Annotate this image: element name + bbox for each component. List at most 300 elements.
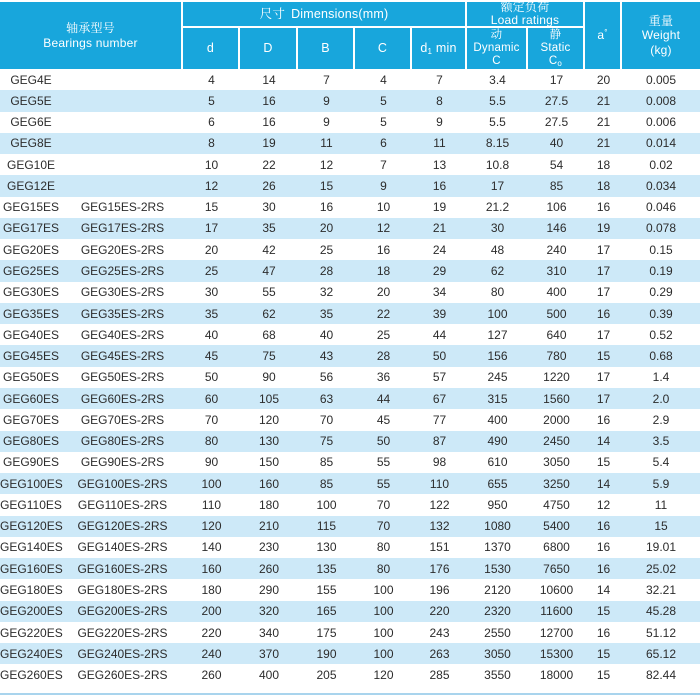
cell-d1-min: 196 <box>429 583 450 597</box>
cell-weight: 0.68 <box>649 349 673 364</box>
cell-a: 20 <box>596 72 611 87</box>
cell-weight: 0.014 <box>645 136 677 151</box>
cell-static-co: 5400 <box>543 519 570 534</box>
cell-B: 85 <box>319 476 334 491</box>
cell-model: GEG260ES <box>0 668 63 683</box>
header-weight-zh: 重量 <box>648 14 674 29</box>
header-col-d: d <box>183 28 240 69</box>
cell-model: GEG60ES <box>2 391 60 406</box>
cell-static-co: 6800 <box>543 540 570 555</box>
cell-d: 4 <box>208 72 215 87</box>
table-row <box>0 601 700 622</box>
cell-D: 62 <box>262 306 276 321</box>
header-dynamic-zh: 动 <box>490 29 503 42</box>
cell-model-2rs: GEG80ES-2RS <box>80 434 165 449</box>
cell-B: 155 <box>316 583 337 597</box>
cell-dynamic-c: 3050 <box>484 646 511 661</box>
cell-C: 70 <box>376 519 391 534</box>
cell-D: 150 <box>258 455 280 470</box>
cell-B: 15 <box>319 178 334 193</box>
cell-weight: 3.5 <box>652 434 670 449</box>
cell-C: 5 <box>380 115 387 130</box>
cell-weight: 0.046 <box>645 200 677 215</box>
cell-B: 43 <box>319 349 334 364</box>
cell-d: 80 <box>204 434 219 449</box>
cell-C: 16 <box>376 242 391 257</box>
cell-C: 5 <box>380 93 387 108</box>
cell-d1-min: 132 <box>429 519 450 534</box>
cell-d1-min: 9 <box>436 115 443 130</box>
cell-C: 70 <box>376 497 391 512</box>
cell-d1-min: 13 <box>432 157 447 172</box>
cell-model-2rs: GEG200ES-2RS <box>77 604 168 619</box>
cell-model-2rs: GEG160ES-2RS <box>77 561 168 576</box>
cell-weight: 0.008 <box>645 93 677 108</box>
cell-a: 21 <box>596 93 611 108</box>
cell-C: 100 <box>373 625 394 640</box>
cell-C: 100 <box>373 583 394 597</box>
cell-C: 10 <box>376 200 391 215</box>
cell-d: 140 <box>201 540 222 555</box>
cell-dynamic-c: 2320 <box>484 604 511 619</box>
cell-D: 75 <box>262 349 276 364</box>
cell-static-co: 27.5 <box>544 93 569 108</box>
cell-weight: 2.9 <box>652 412 670 427</box>
cell-dynamic-c: 490 <box>487 434 508 449</box>
cell-static-co: 240 <box>546 242 567 257</box>
cell-d: 120 <box>201 519 222 534</box>
cell-a: 16 <box>596 561 611 576</box>
cell-a: 21 <box>596 115 611 130</box>
cell-d: 30 <box>204 285 219 300</box>
cell-static-co: 3050 <box>543 455 570 470</box>
cell-d1-min: 285 <box>429 668 450 683</box>
table-row <box>0 260 700 281</box>
cell-model: GEG100ES <box>0 476 63 491</box>
table-row <box>0 282 700 303</box>
cell-static-co: 18000 <box>539 668 574 683</box>
cell-d: 110 <box>201 497 222 512</box>
cell-d: 40 <box>204 327 219 342</box>
table-row <box>0 154 700 175</box>
cell-D: 180 <box>258 497 280 512</box>
header-col-dynamic-c <box>467 28 528 69</box>
cell-B: 100 <box>316 497 337 512</box>
cell-dynamic-c: 950 <box>487 497 508 512</box>
cell-C: 44 <box>376 391 391 406</box>
cell-static-co: 40 <box>549 136 564 151</box>
cell-d: 200 <box>201 604 222 619</box>
cell-dynamic-c: 2120 <box>484 583 511 597</box>
cell-model: GEG180ES <box>0 583 63 597</box>
cell-B: 28 <box>319 264 334 279</box>
cell-model-2rs: GEG45ES-2RS <box>80 349 165 364</box>
cell-d1-min: 29 <box>432 264 447 279</box>
cell-a: 15 <box>596 455 611 470</box>
cell-model: GEG40ES <box>2 327 60 342</box>
cell-B: 175 <box>316 625 337 640</box>
cell-static-co: 27.5 <box>544 115 569 130</box>
cell-B: 40 <box>319 327 334 342</box>
cell-D: 210 <box>258 519 280 534</box>
cell-weight: 0.034 <box>645 178 677 193</box>
cell-D: 400 <box>258 668 280 683</box>
cell-model-2rs: GEG100ES-2RS <box>77 476 168 491</box>
table-row <box>0 579 700 600</box>
cell-static-co: 2000 <box>543 412 570 427</box>
cell-d1-min: 50 <box>432 349 447 364</box>
cell-model: GEG45ES <box>2 349 60 364</box>
cell-static-co: 17 <box>549 72 564 87</box>
cell-d: 15 <box>204 200 219 215</box>
cell-dynamic-c: 315 <box>487 391 508 406</box>
cell-D: 260 <box>258 561 280 576</box>
cell-weight: 0.078 <box>645 221 677 236</box>
cell-model-2rs: GEG240ES-2RS <box>77 646 168 661</box>
cell-B: 32 <box>319 285 334 300</box>
cell-D: 230 <box>258 540 280 555</box>
cell-d: 45 <box>204 349 219 364</box>
cell-weight: 0.006 <box>645 115 677 130</box>
cell-a: 14 <box>596 476 611 491</box>
cell-B: 12 <box>319 157 334 172</box>
cell-weight: 32.21 <box>645 583 677 597</box>
cell-d1-min: 220 <box>429 604 450 619</box>
cell-a: 16 <box>596 412 611 427</box>
cell-static-co: 310 <box>546 264 567 279</box>
cell-model-2rs: GEG15ES-2RS <box>80 200 165 215</box>
cell-model: GEG50ES <box>2 370 60 385</box>
header-static-sym: $C_o$ <box>548 54 563 68</box>
cell-model: GEG6E <box>10 115 52 130</box>
cell-d1-min: 8 <box>436 93 443 108</box>
cell-D: 26 <box>262 178 276 193</box>
header-load-ratings-group <box>467 2 585 28</box>
cell-model: GEG140ES <box>0 540 63 555</box>
cell-dynamic-c: 17 <box>490 178 505 193</box>
cell-weight: 0.39 <box>649 306 673 321</box>
cell-a: 14 <box>596 583 611 597</box>
cell-weight: 5.4 <box>652 455 670 470</box>
header-col-C: C <box>355 28 412 69</box>
table-row <box>0 558 700 579</box>
cell-d: 12 <box>204 178 219 193</box>
table-row <box>0 431 700 452</box>
table-row <box>0 112 700 133</box>
header-a-label: a° <box>597 28 608 43</box>
cell-d1-min: 151 <box>429 540 450 555</box>
cell-weight: 2.0 <box>652 391 670 406</box>
cell-model-2rs: GEG120ES-2RS <box>77 519 168 534</box>
table-row <box>0 175 700 196</box>
cell-weight: 45.28 <box>645 604 677 619</box>
cell-D: 22 <box>262 157 276 172</box>
cell-D: 55 <box>262 285 276 300</box>
cell-B: 9 <box>323 93 330 108</box>
cell-static-co: 11600 <box>540 604 573 619</box>
cell-B: 7 <box>323 72 330 87</box>
cell-model: GEG120ES <box>0 519 63 534</box>
table-row <box>0 367 700 388</box>
cell-d: 50 <box>204 370 219 385</box>
cell-a: 18 <box>596 178 611 193</box>
cell-dynamic-c: 127 <box>487 327 508 342</box>
cell-dynamic-c: 400 <box>487 412 508 427</box>
header-col-a <box>585 2 622 69</box>
cell-weight: 0.02 <box>649 157 673 172</box>
cell-C: 120 <box>373 668 394 683</box>
table-header <box>0 2 700 69</box>
cell-model-2rs: GEG50ES-2RS <box>80 370 165 385</box>
cell-B: 9 <box>323 115 330 130</box>
cell-d: 260 <box>201 668 222 683</box>
cell-d: 17 <box>204 221 219 236</box>
cell-B: 16 <box>319 200 334 215</box>
cell-model: GEG17ES <box>2 221 60 236</box>
cell-a: 17 <box>596 285 611 300</box>
cell-d: 25 <box>204 264 219 279</box>
header-dynamic-en: Dynamic <box>473 42 520 55</box>
cell-a: 16 <box>596 306 611 321</box>
cell-B: 35 <box>319 306 334 321</box>
cell-model: GEG10E <box>6 157 56 172</box>
cell-d: 240 <box>201 646 222 661</box>
cell-static-co: 12700 <box>539 625 574 640</box>
cell-model-2rs: GEG110ES-2RS <box>77 497 168 512</box>
cell-a: 15 <box>596 668 611 683</box>
cell-model: GEG200ES <box>0 604 63 619</box>
cell-static-co: 7650 <box>543 561 570 576</box>
cell-model: GEG240ES <box>0 646 63 661</box>
cell-a: 16 <box>596 519 611 534</box>
cell-dynamic-c: 3.4 <box>489 72 506 87</box>
cell-C: 25 <box>376 327 391 342</box>
cell-D: 90 <box>262 370 276 385</box>
cell-d1-min: 57 <box>432 370 447 385</box>
cell-C: 28 <box>376 349 391 364</box>
cell-model-2rs: GEG17ES-2RS <box>80 221 165 236</box>
header-dimensions-zh: 尺寸 <box>259 6 286 21</box>
cell-static-co: 54 <box>549 157 564 172</box>
cell-d1-min: 243 <box>429 625 450 640</box>
header-weight-unit: (kg) <box>650 42 672 57</box>
cell-d1-min: 19 <box>432 200 447 215</box>
cell-static-co: 15300 <box>539 646 574 661</box>
table-row <box>0 643 700 664</box>
cell-d: 100 <box>201 476 222 491</box>
cell-B: 205 <box>316 668 337 683</box>
cell-a: 15 <box>596 604 611 619</box>
cell-C: 100 <box>373 604 394 619</box>
cell-D: 290 <box>258 583 280 597</box>
cell-C: 9 <box>380 178 387 193</box>
cell-D: 16 <box>262 93 276 108</box>
cell-d: 180 <box>201 583 222 597</box>
cell-d1-min: 11 <box>433 136 446 151</box>
cell-d1-min: 176 <box>429 561 450 576</box>
cell-model: GEG90ES <box>2 455 60 470</box>
cell-weight: 1.4 <box>652 370 670 385</box>
cell-model-2rs: GEG30ES-2RS <box>80 285 165 300</box>
cell-static-co: 780 <box>546 349 567 364</box>
cell-D: 130 <box>258 434 280 449</box>
cell-B: 25 <box>319 242 334 257</box>
cell-a: 17 <box>596 370 611 385</box>
cell-d: 90 <box>204 455 219 470</box>
cell-d1-min: 7 <box>436 72 443 87</box>
header-col-weight <box>622 2 700 69</box>
cell-a: 15 <box>596 646 611 661</box>
table-row <box>0 218 700 239</box>
header-weight-en: Weight <box>641 28 681 43</box>
cell-a: 16 <box>596 200 611 215</box>
cell-a: 16 <box>596 625 611 640</box>
cell-model-2rs: GEG220ES-2RS <box>77 625 168 640</box>
header-col-B: B <box>298 28 355 69</box>
cell-d: 20 <box>204 242 219 257</box>
cell-model: GEG5E <box>10 93 52 108</box>
cell-B: 75 <box>319 434 334 449</box>
cell-d: 6 <box>208 115 215 130</box>
cell-d: 5 <box>208 93 215 108</box>
cell-d: 35 <box>204 306 219 321</box>
cell-dynamic-c: 100 <box>487 306 508 321</box>
table-row <box>0 516 700 537</box>
table-row <box>0 303 700 324</box>
cell-model: GEG8E <box>10 136 52 151</box>
cell-C: 20 <box>376 285 391 300</box>
table-row <box>0 133 700 154</box>
cell-d: 60 <box>204 391 219 406</box>
cell-dynamic-c: 610 <box>487 455 508 470</box>
cell-d: 8 <box>208 136 215 151</box>
cell-d: 160 <box>201 561 222 576</box>
cell-static-co: 1560 <box>543 391 570 406</box>
cell-model-2rs: GEG90ES-2RS <box>80 455 165 470</box>
cell-dynamic-c: 1530 <box>484 561 511 576</box>
cell-dynamic-c: 1370 <box>484 540 511 555</box>
cell-C: 80 <box>376 540 391 555</box>
cell-model-2rs: GEG40ES-2RS <box>80 327 165 342</box>
cell-model-2rs: GEG70ES-2RS <box>80 412 165 427</box>
table-row <box>0 409 700 430</box>
cell-model: GEG15ES <box>2 200 60 215</box>
cell-a: 17 <box>596 391 611 406</box>
table-row <box>0 197 700 218</box>
cell-D: 19 <box>262 136 276 151</box>
header-load-en: Load ratings <box>490 13 560 27</box>
cell-model-2rs: GEG60ES-2RS <box>80 391 165 406</box>
cell-B: 135 <box>316 561 337 576</box>
table-row <box>0 494 700 515</box>
cell-dynamic-c: 10.8 <box>485 157 510 172</box>
header-dimensions-group <box>183 2 467 28</box>
cell-C: 100 <box>373 646 394 661</box>
cell-C: 12 <box>376 221 391 236</box>
cell-model: GEG12E <box>6 178 56 193</box>
cell-B: 115 <box>316 519 337 534</box>
header-col-d1-min: $d_1$ min <box>412 28 467 69</box>
cell-a: 17 <box>596 327 611 342</box>
cell-static-co: 3250 <box>543 476 570 491</box>
table-row <box>0 388 700 409</box>
table-row <box>0 452 700 473</box>
cell-static-co: 500 <box>546 306 567 321</box>
cell-model-2rs: GEG140ES-2RS <box>77 540 168 555</box>
cell-d1-min: 24 <box>432 242 447 257</box>
cell-d1-min: 16 <box>432 178 447 193</box>
cell-D: 340 <box>258 625 280 640</box>
cell-C: 4 <box>380 72 387 87</box>
cell-model: GEG30ES <box>2 285 60 300</box>
cell-static-co: 4750 <box>543 497 570 512</box>
cell-static-co: 400 <box>546 285 567 300</box>
bottom-divider <box>0 693 700 695</box>
cell-static-co: 640 <box>546 327 567 342</box>
cell-D: 42 <box>262 242 276 257</box>
cell-D: 35 <box>262 221 276 236</box>
cell-model: GEG220ES <box>0 625 63 640</box>
cell-weight: 65.12 <box>645 646 677 661</box>
cell-a: 19 <box>596 221 611 236</box>
cell-model-2rs: GEG20ES-2RS <box>80 242 165 257</box>
cell-weight: 51.12 <box>645 625 677 640</box>
cell-model: GEG35ES <box>2 306 60 321</box>
header-col-D: D <box>240 28 298 69</box>
cell-dynamic-c: 5.5 <box>489 115 506 130</box>
cell-B: 85 <box>319 455 334 470</box>
table-row <box>0 69 700 90</box>
cell-weight: 19.01 <box>645 540 677 555</box>
cell-d: 220 <box>201 625 222 640</box>
cell-dynamic-c: 156 <box>487 349 508 364</box>
cell-C: 22 <box>376 306 391 321</box>
cell-d1-min: 263 <box>429 646 450 661</box>
header-dynamic-sym: C <box>492 54 501 67</box>
cell-dynamic-c: 21.2 <box>485 200 510 215</box>
header-bearings-number <box>0 2 183 69</box>
cell-D: 160 <box>258 476 280 491</box>
cell-C: 6 <box>380 136 387 151</box>
cell-d1-min: 110 <box>429 476 450 491</box>
cell-weight: 0.15 <box>649 242 673 257</box>
cell-a: 17 <box>596 242 611 257</box>
cell-d1-min: 98 <box>432 455 447 470</box>
cell-model: GEG25ES <box>2 264 60 279</box>
cell-dynamic-c: 5.5 <box>489 93 506 108</box>
table-row <box>0 664 700 685</box>
cell-model-2rs: GEG260ES-2RS <box>77 668 168 683</box>
cell-dynamic-c: 2550 <box>484 625 511 640</box>
cell-a: 21 <box>596 136 611 151</box>
cell-d1-min: 122 <box>429 497 450 512</box>
cell-static-co: 1220 <box>543 370 570 385</box>
cell-B: 165 <box>316 604 337 619</box>
cell-dynamic-c: 8.15 <box>485 136 510 151</box>
cell-a: 15 <box>596 349 611 364</box>
cell-weight: 11 <box>654 497 668 512</box>
cell-D: 16 <box>262 115 276 130</box>
table-body <box>0 69 700 686</box>
cell-d1-min: 77 <box>432 412 447 427</box>
cell-d1-min: 21 <box>432 221 447 236</box>
cell-weight: 15 <box>654 519 668 534</box>
header-bearings-zh: 轴承型号 <box>66 21 115 36</box>
cell-B: 56 <box>319 370 334 385</box>
cell-B: 190 <box>316 646 337 661</box>
cell-a: 16 <box>596 540 611 555</box>
cell-static-co: 10600 <box>539 583 574 597</box>
